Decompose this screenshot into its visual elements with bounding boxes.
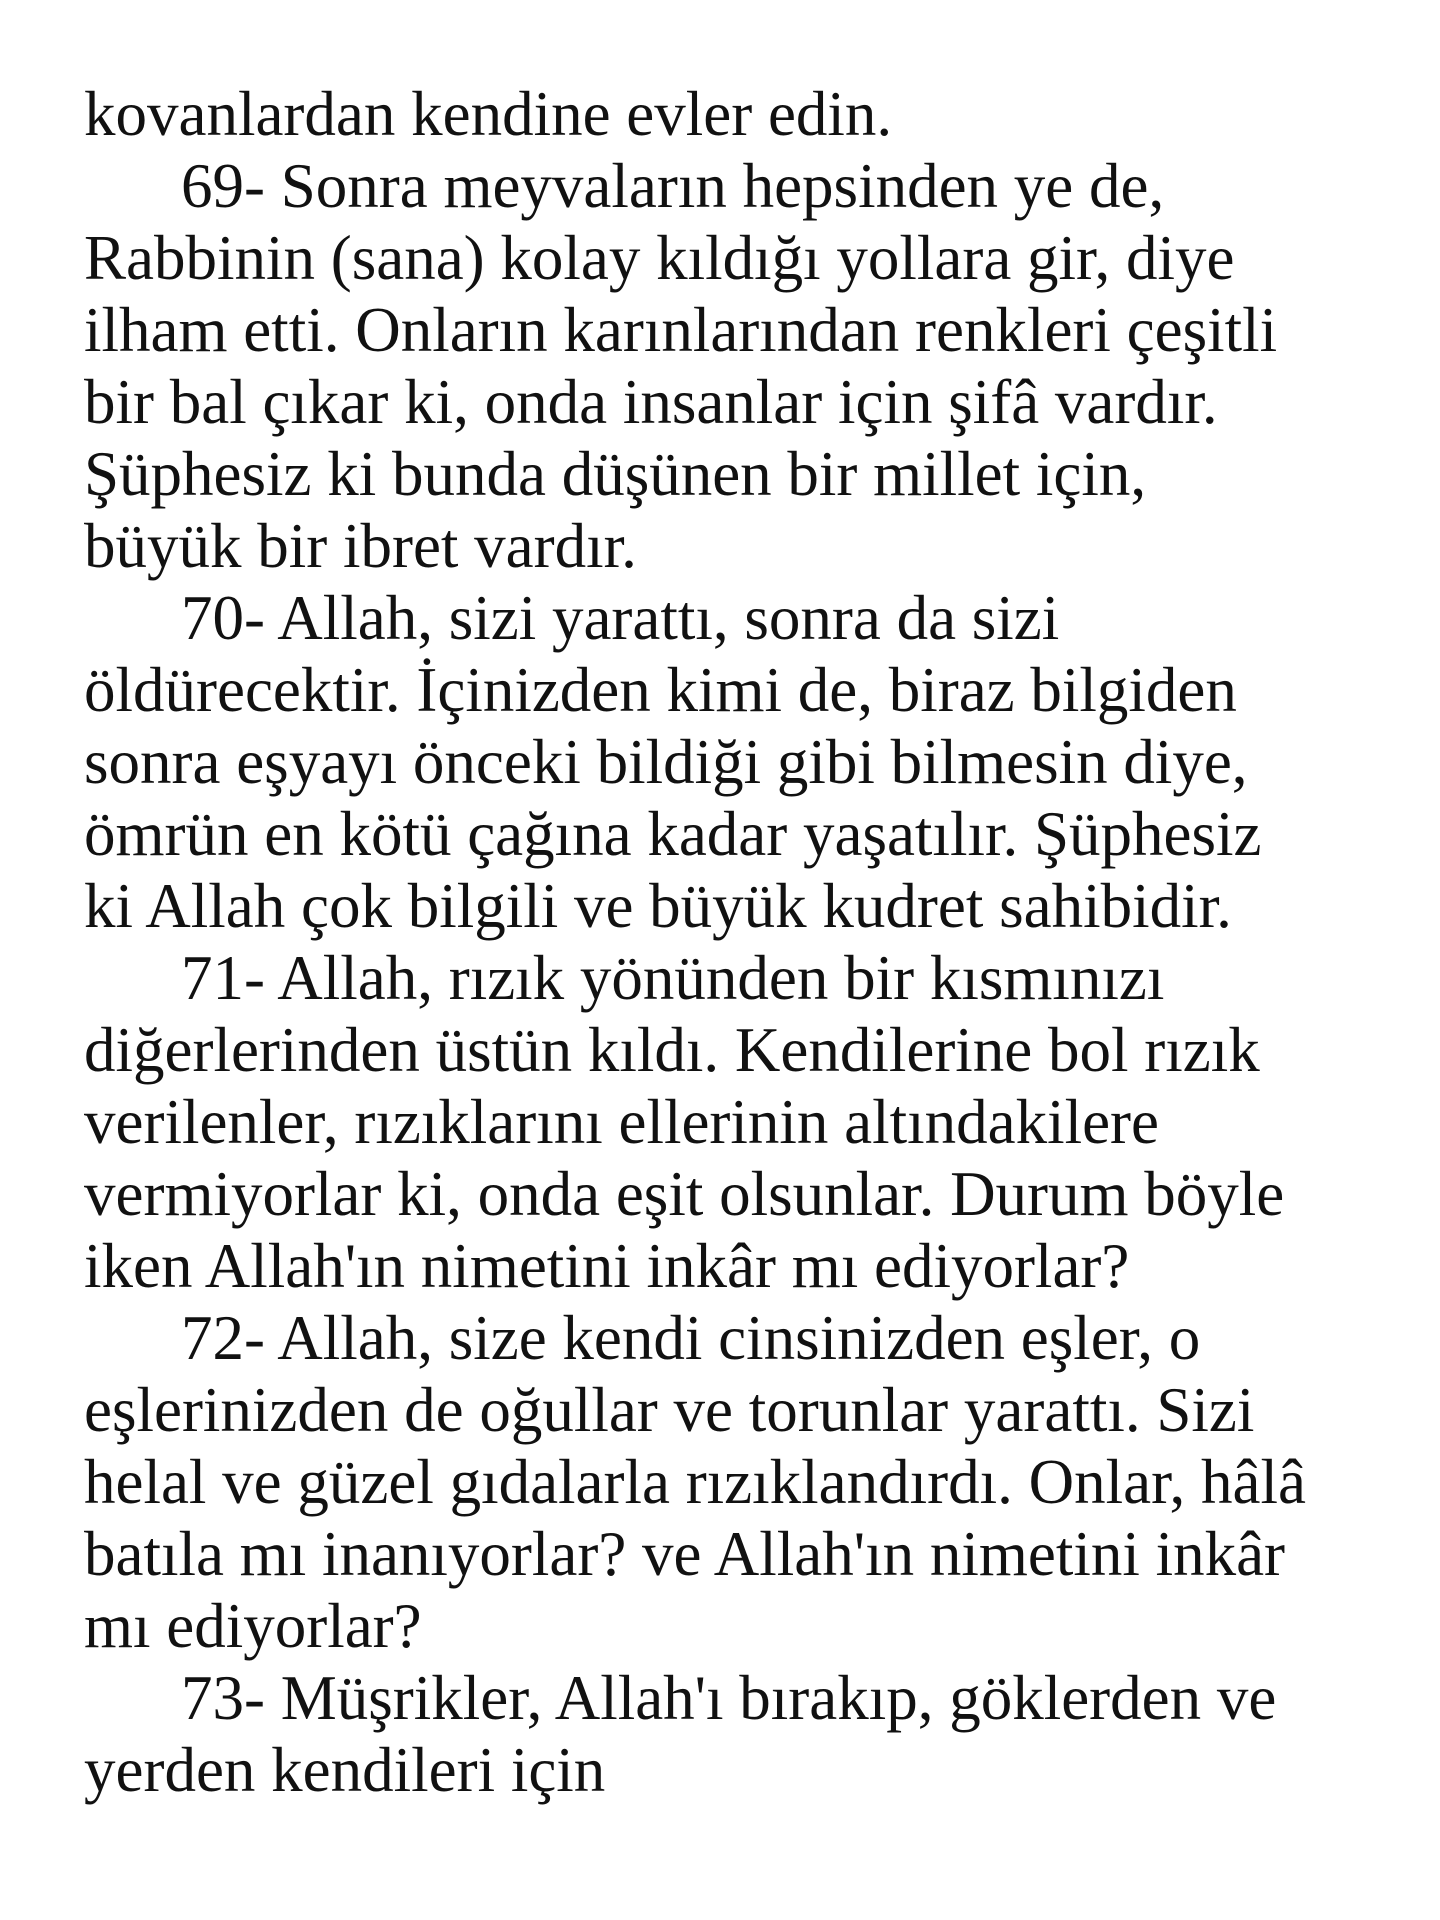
text-line: diğerlerinden üstün kıldı. Kendilerine bol rızık bbox=[84, 1015, 1260, 1085]
text-line: ömrün en kötü çağına kadar yaşatılır. Şüphesiz bbox=[84, 799, 1262, 869]
text-line: iken Allah'ın nimetini inkâr mı ediyorlar? bbox=[84, 1231, 1130, 1301]
text-line: ki Allah çok bilgili ve büyük kudret sahibidir. bbox=[84, 871, 1232, 941]
text-line: vermiyorlar ki, onda eşit olsunlar. Durum böyle bbox=[84, 1159, 1285, 1229]
text-line: sonra eşyayı önceki bildiği gibi bilmesin diye, bbox=[84, 727, 1248, 797]
text-line: eşlerinizden de oğullar ve torunlar yarattı. Sizi bbox=[84, 1375, 1255, 1445]
text-line: batıla mı inanıyorlar? ve Allah'ın nimetini inkâr bbox=[84, 1519, 1286, 1589]
document-page bbox=[84, 78, 1384, 1806]
verse-69-start: 69- Sonra meyvaların hepsinden ye de, bbox=[181, 151, 1165, 221]
text-line: kovanlardan kendine evler edin. bbox=[84, 79, 893, 149]
text-line: mı ediyorlar? bbox=[84, 1591, 422, 1661]
verse-73-start: 73- Müşrikler, Allah'ı bırakıp, göklerden ve bbox=[181, 1663, 1277, 1733]
text-line: ilham etti. Onların karınlarından renkleri çeşitli bbox=[84, 295, 1278, 365]
text-line: helal ve güzel gıdalarla rızıklandırdı. Onlar, hâlâ bbox=[84, 1447, 1306, 1517]
verse-72-start: 72- Allah, size kendi cinsinizden eşler, o bbox=[181, 1303, 1201, 1373]
text-line: Rabbinin (sana) kolay kıldığı yollara gir, diye bbox=[84, 223, 1235, 293]
verse-71-start: 71- Allah, rızık yönünden bir kısmınızı bbox=[181, 943, 1165, 1013]
verse-70-start: 70- Allah, sizi yarattı, sonra da sizi bbox=[181, 583, 1060, 653]
text-line: verilenler, rızıklarını ellerinin altındakilere bbox=[84, 1087, 1159, 1157]
text-line: öldürecektir. İçinizden kimi de, biraz bilgiden bbox=[84, 655, 1237, 725]
text-line: yerden kendileri için bbox=[84, 1735, 606, 1805]
text-line: büyük bir ibret vardır. bbox=[84, 511, 637, 581]
text-line: Şüphesiz ki bunda düşünen bir millet için, bbox=[84, 439, 1147, 509]
text-line: bir bal çıkar ki, onda insanlar için şifâ vardır. bbox=[84, 367, 1218, 437]
